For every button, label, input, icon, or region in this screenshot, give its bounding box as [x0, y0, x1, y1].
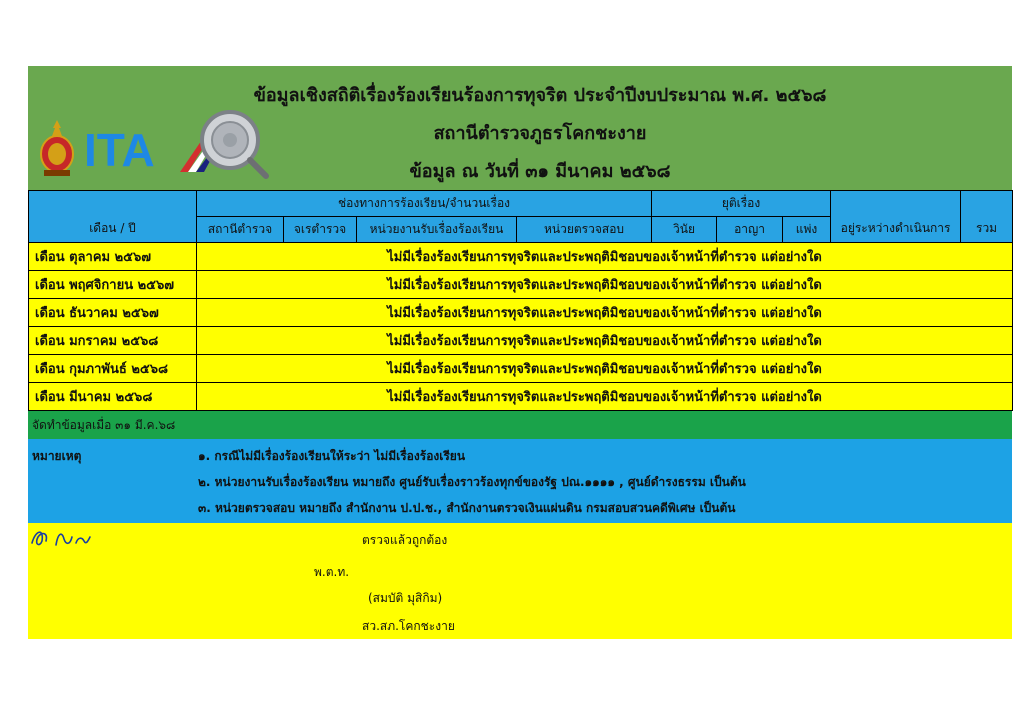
row-message: ไม่มีเรื่องร้องเรียนการทุจริตและประพฤติมิชอบของเจ้าหน้าที่ตำรวจ แต่อย่างใด — [197, 243, 1013, 271]
col-header-civil: แพ่ง — [783, 217, 831, 243]
note-item: ๑. กรณีไม่มีเรื่องร้องเรียนให้ระว่า ไม่มีเรื่องร้องเรียน — [198, 449, 466, 463]
col-header-criminal: อาญา — [717, 217, 783, 243]
signoff-section — [28, 523, 1012, 639]
col-header-disciplinary: วินัย — [652, 217, 717, 243]
table-row — [29, 299, 1013, 327]
row-month: เดือน กุมภาพันธ์ ๒๕๖๘ — [29, 355, 197, 383]
handwritten-signature — [28, 523, 92, 551]
verified-text: ตรวจแล้วถูกต้อง — [362, 533, 448, 547]
col-header-in-progress: อยู่ระหว่างดำเนินการ — [831, 191, 961, 243]
row-month: เดือน มีนาคม ๒๕๖๘ — [29, 383, 197, 411]
table-row — [29, 271, 1013, 299]
row-message: ไม่มีเรื่องร้องเรียนการทุจริตและประพฤติมิชอบของเจ้าหน้าที่ตำรวจ แต่อย่างใด — [197, 271, 1013, 299]
data-as-of-date: ข้อมูล ณ วันที่ ๓๑ มีนาคม ๒๕๖๘ — [409, 161, 671, 182]
ita-logo-text: ITA — [84, 124, 155, 174]
note-item: ๓. หน่วยตรวจสอบ หมายถึง สำนักงาน ป.ป.ช., สำนักงานตรวจเงินแผ่นดิน กรมสอบสวนคดีพิเศษ เป็นต้น — [198, 501, 736, 515]
notes-section — [28, 439, 1012, 523]
row-month: เดือน ตุลาคม ๒๕๖๗ — [29, 243, 197, 271]
notes-label: หมายเหตุ — [32, 449, 82, 463]
signer-name: (สมบัติ มุสิกิม) — [368, 591, 443, 605]
table-row — [29, 327, 1013, 355]
col-group-resolved: ยุติเรื่อง — [652, 191, 831, 217]
report-header — [28, 66, 1012, 190]
col-header-complaint-agency: หน่วยงานรับเรื่องร้องเรียน — [357, 217, 517, 243]
row-month: เดือน พฤศจิกายน ๒๕๖๗ — [29, 271, 197, 299]
note-item: ๒. หน่วยงานรับเรื่องร้องเรียน หมายถึง ศูนย์รับเรื่องราวร้องทุกข์ของรัฐ ปณ.๑๑๑๑ , ศูนย์ดำรงธรรม เป็นต้น — [198, 475, 746, 489]
signer-position: สว.สภ.โคกชะงาย — [362, 619, 455, 633]
table-row — [29, 383, 1013, 411]
complaint-statistics-table — [28, 190, 1013, 411]
row-month: เดือน มกราคม ๒๕๖๘ — [29, 327, 197, 355]
row-message: ไม่มีเรื่องร้องเรียนการทุจริตและประพฤติมิชอบของเจ้าหน้าที่ตำรวจ แต่อย่างใด — [197, 383, 1013, 411]
prepared-date: จัดทำข้อมูลเมื่อ ๓๑ มี.ค.๖๘ — [28, 411, 1012, 439]
table-row — [29, 355, 1013, 383]
col-header-audit-agency: หน่วยตรวจสอบ — [517, 217, 652, 243]
col-header-month: เดือน / ปี — [29, 191, 197, 243]
signer-rank: พ.ต.ท. — [314, 565, 350, 579]
col-group-channels: ช่องทางการร้องเรียน/จำนวนเรื่อง — [197, 191, 652, 217]
col-header-police-station: สถานีตำรวจ — [197, 217, 284, 243]
station-name: สถานีตำรวจภูธรโคกชะงาย — [433, 123, 647, 144]
row-message: ไม่มีเรื่องร้องเรียนการทุจริตและประพฤติมิชอบของเจ้าหน้าที่ตำรวจ แต่อย่างใด — [197, 355, 1013, 383]
col-header-police-inspector: จเรตำรวจ — [284, 217, 357, 243]
report-sheet — [28, 66, 1012, 639]
row-month: เดือน ธันวาคม ๒๕๖๗ — [29, 299, 197, 327]
report-title: ข้อมูลเชิงสถิติเรื่องร้องเรียนร้องการทุจริต ประจำปีงบประมาณ พ.ศ. ๒๕๖๘ — [253, 85, 827, 106]
table-row — [29, 243, 1013, 271]
col-header-total: รวม — [961, 191, 1013, 243]
row-message: ไม่มีเรื่องร้องเรียนการทุจริตและประพฤติมิชอบของเจ้าหน้าที่ตำรวจ แต่อย่างใด — [197, 299, 1013, 327]
row-message: ไม่มีเรื่องร้องเรียนการทุจริตและประพฤติมิชอบของเจ้าหน้าที่ตำรวจ แต่อย่างใด — [197, 327, 1013, 355]
